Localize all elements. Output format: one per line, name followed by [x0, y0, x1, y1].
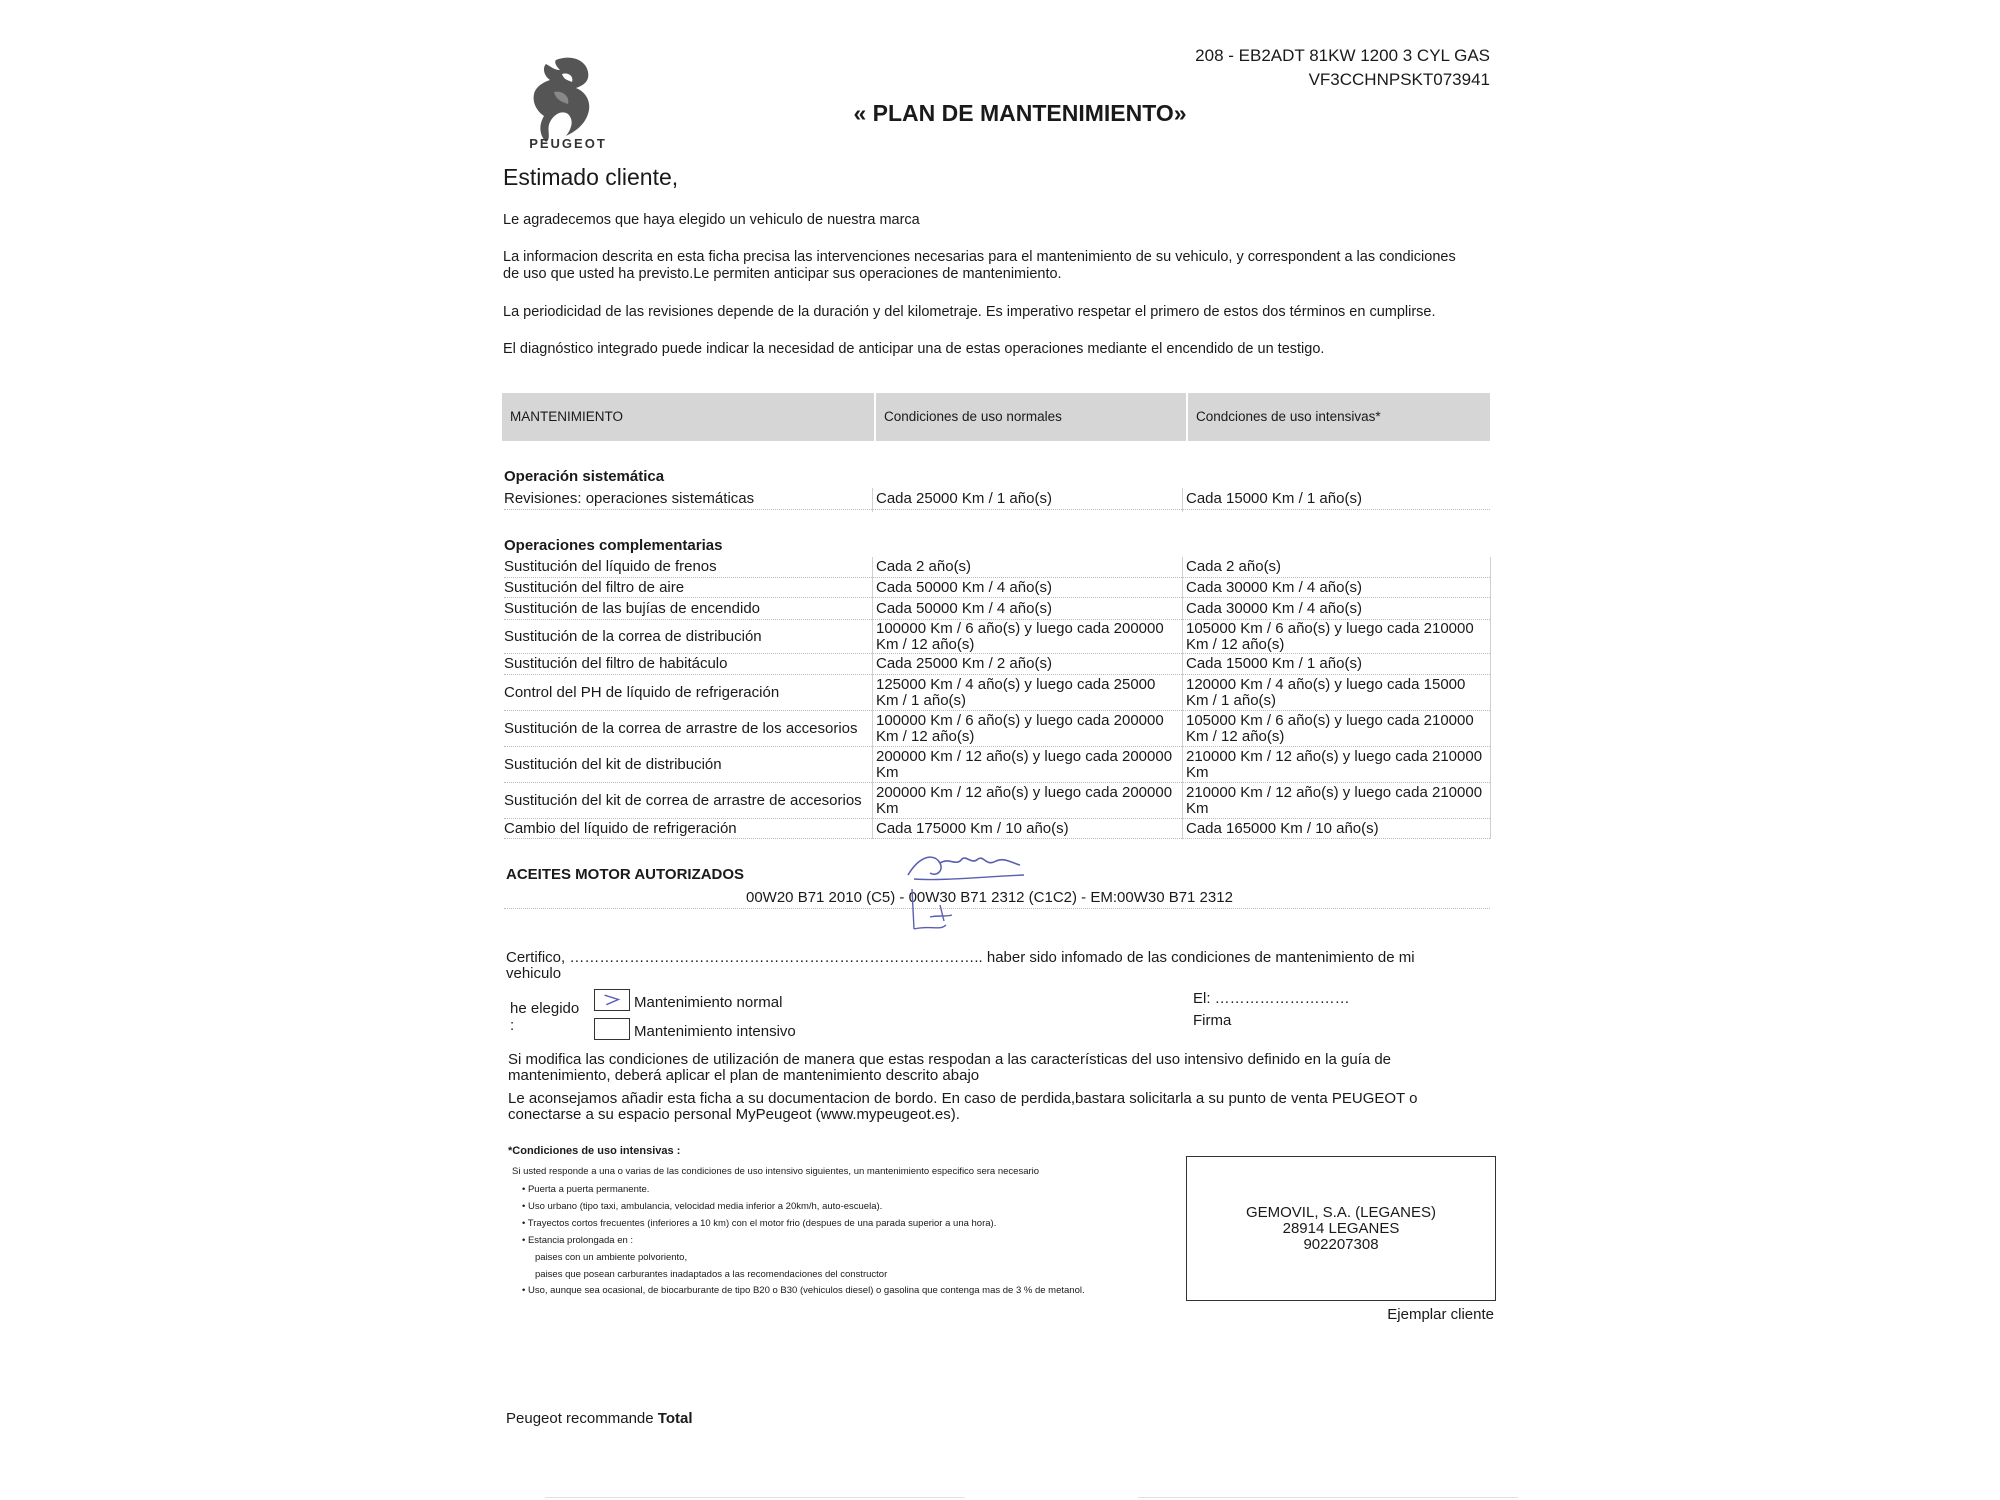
column-separator	[872, 488, 873, 512]
table-row	[504, 578, 1490, 598]
scan-edge-line	[1138, 1497, 1518, 1498]
row-operation: Sustitución del kit de correa de arrastre de accesorios	[504, 791, 862, 809]
intensive-bullet: • Uso urbano (tipo taxi, ambulancia, velocidad media inferior a 20km/h, auto-escuela).	[522, 1201, 883, 1212]
row-normal: Cada 25000 Km / 2 año(s)	[876, 655, 1052, 672]
intro-paragraph-3: La periodicidad de las revisiones depende de la duración y del kilometraje. Es imperativo respetar el primero de estos dos términos en cumplirse.	[503, 304, 1436, 320]
table-row	[504, 783, 1490, 819]
table-row	[504, 747, 1490, 783]
row-intensive: Cada 2 año(s)	[1186, 558, 1282, 575]
brand-wordmark: PEUGEOT	[529, 136, 607, 151]
row-normal: Cada 2 año(s)	[876, 558, 972, 575]
row-normal: 125000 Km / 4 año(s) y luego cada 25000 Km / 1 año(s)	[876, 675, 1156, 709]
signature-scribble	[900, 845, 1030, 935]
table-row	[504, 557, 1490, 578]
dealer-name: GEMOVIL, S.A. (LEGANES)	[1245, 1203, 1437, 1221]
row-intensive: 210000 Km / 12 año(s) y luego cada 210000 Km	[1186, 747, 1483, 781]
table-row	[504, 598, 1490, 620]
scan-edge-line	[545, 1497, 965, 1498]
table-row	[504, 654, 1490, 675]
row-normal: 200000 Km / 12 año(s) y luego cada 200000 Km	[876, 747, 1173, 781]
systematic-section-title: Operación sistemática	[504, 468, 665, 485]
row-operation: Sustitución de las bujías de encendido	[504, 599, 761, 617]
intro-paragraph-2: La informacion descrita en esta ficha precisa las intervenciones necesarias para el mantenimiento de su vehiculo, y correspondent a las condiciones de uso que usted ha previsto.Le permiten anticipar sus operaciones de mantenimiento.	[503, 249, 1456, 282]
footer-text: Peugeot recommande	[506, 1410, 658, 1427]
vehicle-vin: VF3CCHNPSKT073941	[1308, 70, 1490, 89]
intensive-sub-bullet: paises con un ambiente polvoriento,	[535, 1252, 688, 1263]
signature-label: Firma	[1193, 1012, 1232, 1029]
intro-paragraph-1: Le agradecemos que haya elegido un vehiculo de nuestra marca	[503, 212, 920, 228]
oils-values: 00W20 B71 2010 (C5) - 00W30 B71 2312 (C1C2) - EM:00W30 B71 2312	[746, 889, 1233, 906]
oils-title: ACEITES MOTOR AUTORIZADOS	[506, 866, 745, 883]
document-title: « PLAN DE MANTENIMIENTO»	[853, 100, 1187, 126]
row-intensive: Cada 15000 Km / 1 año(s)	[1186, 489, 1362, 507]
intensive-conditions-title: *Condiciones de uso intensivas :	[508, 1145, 681, 1157]
dealer-box	[1186, 1156, 1496, 1301]
normal-maintenance-label: Mantenimiento normal	[634, 994, 783, 1011]
row-intensive: Cada 30000 Km / 4 año(s)	[1186, 599, 1362, 617]
row-operation: Sustitución del filtro de aire	[504, 578, 685, 596]
row-normal: Cada 175000 Km / 10 año(s)	[876, 819, 1069, 837]
row-intensive: Cada 15000 Km / 1 año(s)	[1186, 655, 1362, 672]
column-separator	[1182, 557, 1183, 839]
dealer-city: 28914 LEGANES	[1282, 1219, 1400, 1237]
normal-maintenance-checkbox[interactable]	[594, 989, 630, 1011]
row-normal: 100000 Km / 6 año(s) y luego cada 200000 Km / 12 año(s)	[876, 619, 1164, 653]
column-separator	[1182, 488, 1183, 512]
column-separator	[1490, 557, 1491, 839]
row-operation: Cambio del líquido de refrigeración	[504, 819, 737, 837]
table-row	[504, 711, 1490, 747]
maintenance-table-header	[502, 393, 1490, 441]
row-intensive: Cada 30000 Km / 4 año(s)	[1186, 578, 1362, 596]
row-operation: Control del PH de líquido de refrigeración	[504, 683, 780, 701]
column-separator	[872, 557, 873, 839]
row-normal: Cada 50000 Km / 4 año(s)	[876, 599, 1052, 617]
table-row	[504, 488, 1490, 510]
intensive-conditions-intro: Si usted responde a una o varias de las condiciones de uso intensivo siguientes, un mantenimiento especifico sera necesario	[512, 1166, 1040, 1177]
row-operation: Sustitución del filtro de habitáculo	[504, 655, 728, 672]
intensive-bullet: • Puerta a puerta permanente.	[522, 1184, 650, 1195]
greeting: Estimado cliente,	[503, 164, 679, 190]
certification-text: Certifico, ……………………………………………………………………….. haber sido infomado de las condiciones de mantenimiento de mi vehiculo	[506, 949, 1415, 982]
footer-brand: Total	[657, 1410, 693, 1427]
notes-paragraph-2: Le aconsejamos añadir esta ficha a su documentacion de bordo. En caso de perdida,bastara solicitarla a su punto de venta PEUGEOT o conectarse a su espacio personal MyPeugeot (www.mypeugeot.es).	[508, 1090, 1418, 1123]
row-normal: 100000 Km / 6 año(s) y luego cada 200000 Km / 12 año(s)	[876, 711, 1164, 745]
intensive-bullet: • Trayectos cortos frecuentes (inferiores a 10 km) con el motor frio (despues de una parada superior a una hora).	[522, 1218, 997, 1229]
intensive-maintenance-label: Mantenimiento intensivo	[634, 1023, 796, 1040]
row-normal: Cada 25000 Km / 1 año(s)	[876, 489, 1052, 507]
row-intensive: 105000 Km / 6 año(s) y luego cada 210000 Km / 12 año(s)	[1186, 711, 1474, 745]
intensive-bullet: • Uso, aunque sea ocasional, de biocarburante de tipo B20 o B30 (vehiculos diesel) o gasolina que contenga mas de 3 % de metanol.	[522, 1285, 1085, 1296]
header-intensive-conditions: Condciones de uso intensivas*	[1196, 409, 1381, 424]
table-row	[504, 819, 1490, 839]
row-operation: Sustitución del kit de distribución	[504, 755, 722, 773]
row-operation: Sustitución de la correa de distribución	[504, 627, 762, 645]
vehicle-model: 208 - EB2ADT 81KW 1200 3 CYL GAS	[1195, 46, 1490, 65]
dealer-phone: 902207308	[1303, 1235, 1379, 1253]
intensive-sub-bullet: paises que posean carburantes inadaptados a las recomendaciones del constructor	[535, 1269, 888, 1280]
row-intensive: Cada 165000 Km / 10 año(s)	[1186, 819, 1379, 837]
header-maintenance: MANTENIMIENTO	[510, 409, 624, 424]
notes-paragraph-1: Si modifica las condiciones de utilización de manera que estas respodan a las características del uso intensivo definido en la guía de mantenimiento, deberá aplicar el plan de mantenimiento descrito abajo	[508, 1051, 1392, 1084]
row-operation: Sustitución de la correa de arrastre de los accesorios	[504, 719, 858, 737]
row-normal: 200000 Km / 12 año(s) y luego cada 200000 Km	[876, 783, 1173, 817]
intro-paragraph-4: El diagnóstico integrado puede indicar la necesidad de anticipar una de estas operaciones mediante el encendido de un testigo.	[503, 341, 1325, 357]
copy-label: Ejemplar cliente	[1387, 1306, 1494, 1323]
header-normal-conditions: Condiciones de uso normales	[884, 409, 1062, 424]
row-normal: Cada 50000 Km / 4 año(s)	[876, 578, 1052, 596]
chosen-label: he elegido :	[510, 1000, 580, 1034]
date-field: El: ………………………	[1193, 990, 1350, 1007]
check-mark-icon	[595, 990, 628, 1009]
intensive-bullet: • Estancia prolongada en :	[522, 1235, 634, 1246]
row-operation: Sustitución del líquido de frenos	[504, 558, 717, 575]
intensive-maintenance-checkbox[interactable]	[594, 1018, 630, 1040]
table-row	[504, 675, 1490, 711]
complementary-section-title: Operaciones complementarias	[504, 537, 723, 554]
table-row	[504, 620, 1490, 654]
row-operation: Revisiones: operaciones sistemáticas	[504, 489, 755, 507]
row-intensive: 210000 Km / 12 año(s) y luego cada 210000 Km	[1186, 783, 1483, 817]
row-intensive: 120000 Km / 4 año(s) y luego cada 15000 Km / 1 año(s)	[1186, 675, 1466, 709]
row-intensive: 105000 Km / 6 año(s) y luego cada 210000 Km / 12 año(s)	[1186, 619, 1474, 653]
footer-recommendation	[506, 1410, 692, 1427]
